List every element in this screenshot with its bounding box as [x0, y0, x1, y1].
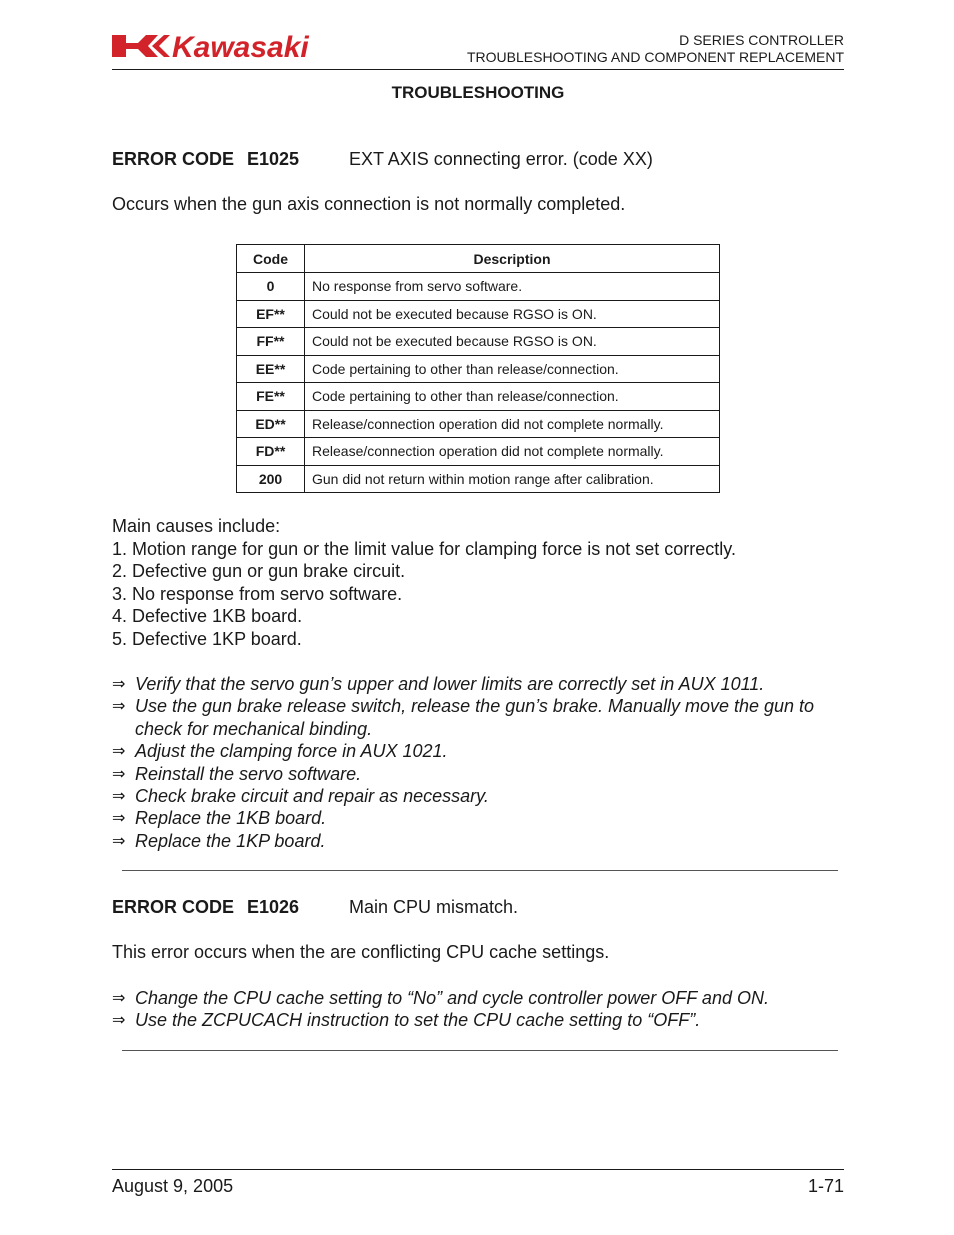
description-cell: Code pertaining to other than release/connection.	[305, 383, 720, 411]
list-item-continuation: check for mechanical binding.	[135, 718, 373, 739]
brand-wordmark: Kawasaki	[172, 31, 309, 61]
description-cell: No response from servo software.	[305, 273, 720, 301]
table-row	[237, 273, 720, 301]
list-item: ⇒ Use the gun brake release switch, release the gun’s brake. Manually move the gun to	[112, 696, 815, 717]
description-cell: Release/connection operation did not complete normally.	[305, 438, 720, 466]
arrow-icon: ⇒	[112, 830, 126, 850]
table-row	[237, 383, 720, 411]
code-cell: EF**	[237, 300, 305, 328]
arrow-icon: ⇒	[112, 763, 126, 783]
error-intro: This error occurs when the are conflicting CPU cache settings.	[112, 942, 610, 962]
error-label: ERROR CODE	[112, 149, 235, 169]
arrow-icon: ⇒	[112, 741, 126, 761]
list-item: ⇒ Reinstall the servo software.	[112, 763, 362, 784]
arrow-icon: ⇒	[112, 988, 126, 1007]
error-heading-e1026	[112, 897, 518, 918]
footer-date: August 9, 2005	[112, 1176, 234, 1196]
code-cell: FD**	[237, 438, 305, 466]
code-cell: FE**	[237, 383, 305, 411]
list-item: 4. Defective 1KB board.	[112, 606, 303, 626]
section-title: TROUBLESHOOTING	[391, 83, 565, 102]
header-line-1: D SERIES CONTROLLER	[679, 32, 844, 48]
arrow-icon: ⇒	[112, 786, 126, 806]
column-header-code: Code	[237, 245, 305, 273]
table-row	[237, 355, 720, 383]
error-heading-e1025	[112, 149, 653, 170]
kawasaki-logo	[112, 31, 390, 66]
corrective-actions-e1025	[112, 673, 852, 852]
table-row	[237, 328, 720, 356]
code-cell: FF**	[237, 328, 305, 356]
table-header-row	[237, 245, 720, 273]
error-title: EXT AXIS connecting error. (code XX)	[349, 149, 653, 169]
column-header-description: Description	[305, 245, 720, 273]
section-divider	[122, 1050, 838, 1051]
error-codes-table	[236, 244, 720, 493]
kawasaki-logo-icon	[112, 31, 390, 61]
code-cell: 0	[237, 273, 305, 301]
error-code: E1025	[247, 149, 300, 169]
error-title: Main CPU mismatch.	[349, 897, 519, 917]
description-cell: Code pertaining to other than release/connection.	[305, 355, 720, 383]
header-titles	[467, 32, 844, 66]
description-cell: Could not be executed because RGSO is ON.	[305, 328, 720, 356]
list-item: 1. Motion range for gun or the limit value for clamping force is not set correctly.	[112, 538, 736, 559]
list-item: ⇒ Replace the 1KP board.	[112, 830, 326, 851]
code-cell: 200	[237, 465, 305, 493]
causes-title: Main causes include:	[112, 516, 281, 536]
arrow-icon: ⇒	[112, 674, 126, 693]
corrective-actions-e1026	[112, 987, 852, 1032]
list-item: ⇒ Replace the 1KB board.	[112, 808, 327, 829]
list-item: ⇒ Change the CPU cache setting to “No” and cycle controller power OFF and ON.	[112, 988, 769, 1008]
table-row	[237, 410, 720, 438]
header-rule	[112, 69, 844, 70]
list-item: ⇒ Adjust the clamping force in AUX 1021.	[112, 741, 448, 762]
header-line-2: TROUBLESHOOTING AND COMPONENT REPLACEMENT	[466, 49, 844, 65]
table-row	[237, 300, 720, 328]
error-intro: Occurs when the gun axis connection is not normally completed.	[112, 194, 626, 214]
description-cell: Release/connection operation did not complete normally.	[305, 410, 720, 438]
list-item: 2. Defective gun or gun brake circuit.	[112, 561, 406, 581]
list-item: 5. Defective 1KP board.	[112, 628, 302, 649]
error-label: ERROR CODE	[112, 897, 235, 917]
list-item: ⇒ Check brake circuit and repair as necessary.	[112, 786, 489, 807]
section-divider	[122, 870, 838, 871]
arrow-icon: ⇒	[112, 808, 126, 828]
list-item: ⇒ Use the ZCPUCACH instruction to set the CPU cache setting to “OFF”.	[112, 1010, 701, 1031]
description-cell: Could not be executed because RGSO is ON.	[305, 300, 720, 328]
list-item: 3. No response from servo software.	[112, 583, 403, 604]
main-causes-list	[112, 515, 736, 650]
code-cell: ED**	[237, 410, 305, 438]
page-number: 1-71	[807, 1176, 844, 1196]
error-code: E1026	[247, 897, 300, 917]
table-row	[237, 438, 720, 466]
arrow-icon: ⇒	[112, 1010, 126, 1030]
arrow-icon: ⇒	[112, 696, 126, 716]
description-cell: Gun did not return within motion range after calibration.	[305, 465, 720, 493]
table-row	[237, 465, 720, 493]
list-item: ⇒ Verify that the servo gun’s upper and lower limits are correctly set in AUX 1011.	[112, 674, 765, 694]
footer-rule	[112, 1169, 844, 1170]
code-cell: EE**	[237, 355, 305, 383]
